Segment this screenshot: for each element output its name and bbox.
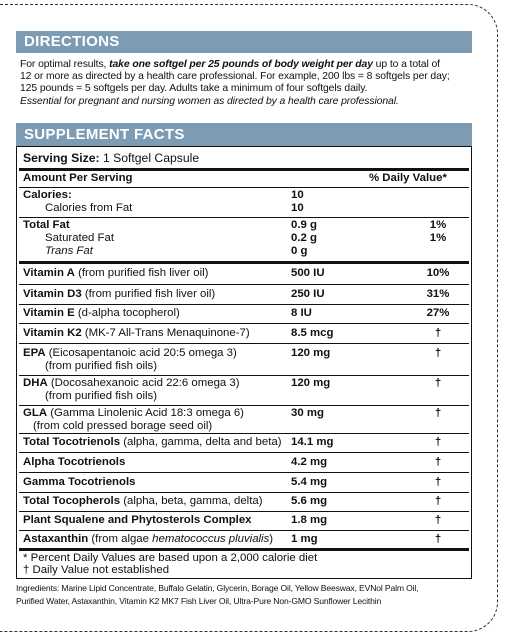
nutrient-row-gla: GLA (Gamma Linolenic Acid 18:3 omega 6) 30 mg † (from cold pressed borage seed oil) [23,407,442,432]
nutrient-row-epa: EPA (Eicosapentanoic acid 20:5 omega 3) 120 mg † (from purified fish oils) [23,347,442,372]
ingredients-line-2: Purified Water, Astaxanthin, Vitamin K2 MK7 Fish Liver Oil, Ultra-Pure Non-GMO Sunflower Lecithin [16,596,382,606]
nutrient-row-vitamin-d3: Vitamin D3 (from purified fish liver oil) 250 IU 31% [23,288,450,300]
divider [19,168,469,171]
nutrient-row-dha: DHA (Docosahexanoic acid 22:6 omega 3) 120 mg † (from purified fish oils) [23,377,442,402]
divider [19,284,469,285]
divider [19,405,469,406]
nutrient-row-vitamin-k2: Vitamin K2 (MK-7 All-Trans Menaquinone-7) 8.5 mcg † [23,327,442,339]
nutrient-row-trans-fat: Trans Fat 0 g [45,245,308,257]
divider [19,217,469,218]
divider [19,343,469,344]
nutrient-row-calories: Calories: 10 [23,189,304,201]
divider [19,452,469,453]
nutrient-row-alpha-tocotrienols: Alpha Tocotrienols 4.2 mg † [23,456,442,468]
directions-line-2: 12 or more as directed by a health care professional. For example, 200 lbs = 8 softgels per day; [20,71,450,83]
nutrient-row-saturated-fat: Saturated Fat 0.2 g 1% [45,232,447,244]
directions-text [20,59,472,108]
ingredients-list [16,582,486,608]
divider [19,304,469,305]
nutrient-row-total-tocopherols: Total Tocopherols (alpha, beta, gamma, delta) 5.6 mg † [23,495,442,507]
directions-line-3: 125 pounds = 5 softgels per day. Adults take a minimum of four softgels daily. [20,83,368,95]
divider [19,492,469,493]
divider [19,323,469,324]
nutrient-row-vitamin-e: Vitamin E (d-alpha tocopherol) 8 IU 27% [23,307,450,319]
nutrient-row-astaxanthin: Astaxanthin (from algae hematococcus pluvialis) 1 mg † [23,533,442,545]
nutrient-row-total-tocotrienols: Total Tocotrienols (alpha, gamma, delta and beta) 14.1 mg † [23,436,442,448]
serving-size: Serving Size: 1 Softgel Capsule [23,151,200,165]
nutrient-row-vitamin-a: Vitamin A (from purified fish liver oil) 500 IU 10% [23,267,450,279]
divider [19,433,469,434]
divider [19,511,469,512]
directions-heading: DIRECTIONS [16,31,472,53]
nutrient-row-calories-from-fat: Calories from Fat 10 [45,202,304,214]
footnote-dv-not-established: † Daily Value not established [23,564,170,576]
nutrient-row-gamma-tocotrienols: Gamma Tocotrienols 5.4 mg † [23,476,442,488]
divider [19,472,469,473]
divider [19,187,469,188]
supplement-facts-panel [16,146,472,579]
supplement-facts-heading: SUPPLEMENT FACTS [16,123,472,146]
divider [19,548,469,551]
directions-line-4: Essential for pregnant and nursing women as directed by a health care professional. [20,95,399,107]
divider [19,261,469,264]
footnote-percent-dv: * Percent Daily Values are based upon a 2,000 calorie diet [23,552,318,564]
nutrient-row-total-fat: Total Fat 0.9 g 1% [23,219,447,231]
directions-line-1: For optimal results, take one softgel per 25 pounds of body weight per day up to a total of [20,59,440,70]
nutrient-row-plant-squalene: Plant Squalene and Phytosterols Complex 1.8 mg † [23,514,442,526]
divider [19,375,469,376]
divider [19,530,469,531]
ingredients-line-1: Ingredients: Marine Lipid Concentrate, Buffalo Gelatin, Glycerin, Borage Oil, Yellow Beeswax, EVNol Palm Oil, [16,583,419,593]
amount-per-serving-header: Amount Per Serving % Daily Value* [23,172,447,184]
